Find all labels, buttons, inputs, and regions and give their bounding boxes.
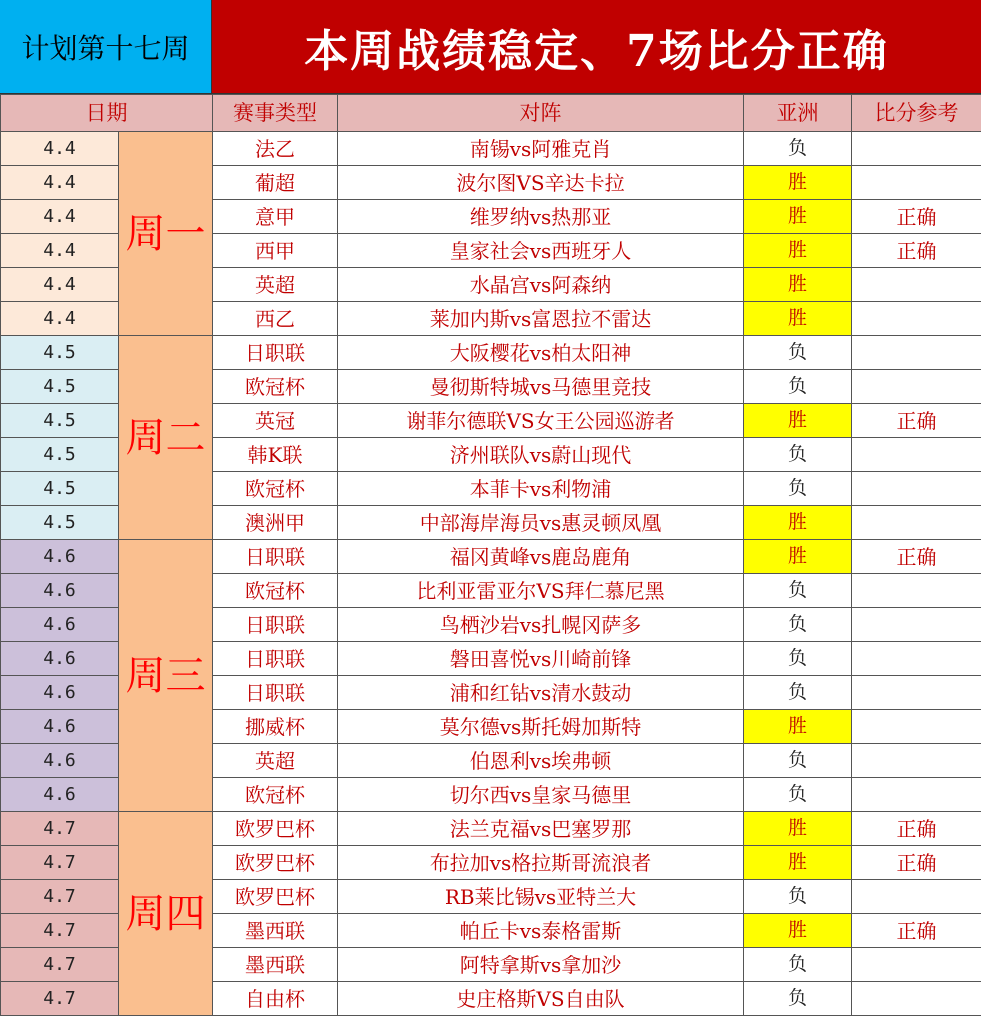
table-header-row — [1, 95, 981, 132]
asia-result-cell: 负 — [744, 982, 852, 1016]
league-cell: 意甲 — [213, 200, 338, 234]
score-reference-cell — [852, 302, 981, 336]
match-cell: 中部海岸海员vs惠灵顿凤凰 — [338, 506, 744, 540]
schedule-body — [1, 132, 981, 1016]
score-reference-cell — [852, 948, 981, 982]
asia-result-cell: 胜 — [744, 506, 852, 540]
match-cell: 莱加内斯vs富恩拉不雷达 — [338, 302, 744, 336]
league-cell: 日职联 — [213, 336, 338, 370]
plan-label: 计划第十七周 — [0, 0, 212, 94]
schedule-table — [0, 94, 981, 1016]
column-header-match: 对阵 — [338, 95, 744, 132]
asia-result-cell: 负 — [744, 608, 852, 642]
weekday-cell: 周三 — [119, 540, 213, 812]
league-cell: 欧罗巴杯 — [213, 880, 338, 914]
date-cell: 4.7 — [1, 812, 119, 846]
asia-result-cell: 负 — [744, 132, 852, 166]
match-cell: 大阪樱花vs柏太阳神 — [338, 336, 744, 370]
league-cell: 自由杯 — [213, 982, 338, 1016]
column-header-date: 日期 — [1, 95, 213, 132]
score-reference-cell — [852, 778, 981, 812]
league-cell: 日职联 — [213, 676, 338, 710]
score-reference-cell — [852, 574, 981, 608]
asia-result-cell: 胜 — [744, 540, 852, 574]
match-cell: 本菲卡vs利物浦 — [338, 472, 744, 506]
match-cell: 维罗纳vs热那亚 — [338, 200, 744, 234]
score-reference-cell — [852, 710, 981, 744]
match-cell: 伯恩利vs埃弗顿 — [338, 744, 744, 778]
date-cell: 4.5 — [1, 404, 119, 438]
asia-result-cell: 负 — [744, 336, 852, 370]
score-reference-cell: 正确 — [852, 234, 981, 268]
weekday-cell: 周一 — [119, 132, 213, 336]
score-reference-cell — [852, 744, 981, 778]
score-reference-cell — [852, 506, 981, 540]
date-cell: 4.6 — [1, 608, 119, 642]
column-header-asia: 亚洲 — [744, 95, 852, 132]
match-cell: RB莱比锡vs亚特兰大 — [338, 880, 744, 914]
league-cell: 欧罗巴杯 — [213, 812, 338, 846]
match-cell: 济州联队vs蔚山现代 — [338, 438, 744, 472]
date-cell: 4.6 — [1, 744, 119, 778]
asia-result-cell: 负 — [744, 948, 852, 982]
league-cell: 韩K联 — [213, 438, 338, 472]
score-reference-cell: 正确 — [852, 846, 981, 880]
table-row — [1, 812, 981, 846]
match-cell: 曼彻斯特城vs马德里竞技 — [338, 370, 744, 404]
date-cell: 4.4 — [1, 166, 119, 200]
match-cell: 鸟栖沙岩vs扎幌冈萨多 — [338, 608, 744, 642]
date-cell: 4.6 — [1, 642, 119, 676]
asia-result-cell: 胜 — [744, 234, 852, 268]
score-reference-cell — [852, 642, 981, 676]
score-reference-cell — [852, 608, 981, 642]
score-reference-cell — [852, 132, 981, 166]
match-cell: 帕丘卡vs泰格雷斯 — [338, 914, 744, 948]
date-cell: 4.7 — [1, 982, 119, 1016]
league-cell: 日职联 — [213, 540, 338, 574]
asia-result-cell: 胜 — [744, 914, 852, 948]
date-cell: 4.4 — [1, 132, 119, 166]
date-cell: 4.4 — [1, 302, 119, 336]
page-banner-title: 本周战绩稳定、7场比分正确 — [212, 0, 981, 94]
date-cell: 4.4 — [1, 268, 119, 302]
league-cell: 澳洲甲 — [213, 506, 338, 540]
league-cell: 欧冠杯 — [213, 370, 338, 404]
asia-result-cell: 负 — [744, 880, 852, 914]
date-cell: 4.6 — [1, 676, 119, 710]
column-header-league: 赛事类型 — [213, 95, 338, 132]
score-reference-cell — [852, 268, 981, 302]
score-reference-cell — [852, 982, 981, 1016]
asia-result-cell: 负 — [744, 438, 852, 472]
date-cell: 4.7 — [1, 846, 119, 880]
asia-result-cell: 负 — [744, 642, 852, 676]
match-cell: 阿特拿斯vs拿加沙 — [338, 948, 744, 982]
league-cell: 日职联 — [213, 642, 338, 676]
league-cell: 西乙 — [213, 302, 338, 336]
match-cell: 谢菲尔德联VS女王公园巡游者 — [338, 404, 744, 438]
match-cell: 波尔图VS辛达卡拉 — [338, 166, 744, 200]
column-header-score: 比分参考 — [852, 95, 981, 132]
league-cell: 挪威杯 — [213, 710, 338, 744]
match-cell: 福冈黄峰vs鹿岛鹿角 — [338, 540, 744, 574]
date-cell: 4.5 — [1, 472, 119, 506]
score-reference-cell: 正确 — [852, 540, 981, 574]
date-cell: 4.7 — [1, 914, 119, 948]
league-cell: 英超 — [213, 744, 338, 778]
score-reference-cell: 正确 — [852, 812, 981, 846]
weekday-cell: 周二 — [119, 336, 213, 540]
asia-result-cell: 胜 — [744, 166, 852, 200]
score-reference-cell — [852, 166, 981, 200]
date-cell: 4.4 — [1, 200, 119, 234]
table-row — [1, 336, 981, 370]
date-cell: 4.7 — [1, 948, 119, 982]
match-cell: 浦和红钻vs清水鼓动 — [338, 676, 744, 710]
date-cell: 4.6 — [1, 574, 119, 608]
date-cell: 4.7 — [1, 880, 119, 914]
match-cell: 南锡vs阿雅克肖 — [338, 132, 744, 166]
asia-result-cell: 负 — [744, 370, 852, 404]
date-cell: 4.5 — [1, 370, 119, 404]
league-cell: 欧冠杯 — [213, 472, 338, 506]
asia-result-cell: 负 — [744, 778, 852, 812]
league-cell: 欧冠杯 — [213, 574, 338, 608]
date-cell: 4.6 — [1, 540, 119, 574]
match-cell: 史庄格斯VS自由队 — [338, 982, 744, 1016]
score-reference-cell — [852, 438, 981, 472]
score-reference-cell — [852, 336, 981, 370]
date-cell: 4.5 — [1, 438, 119, 472]
league-cell: 日职联 — [213, 608, 338, 642]
asia-result-cell: 胜 — [744, 302, 852, 336]
asia-result-cell: 负 — [744, 574, 852, 608]
match-cell: 水晶宫vs阿森纳 — [338, 268, 744, 302]
asia-result-cell: 胜 — [744, 404, 852, 438]
match-cell: 比利亚雷亚尔VS拜仁慕尼黑 — [338, 574, 744, 608]
league-cell: 欧冠杯 — [213, 778, 338, 812]
score-reference-cell — [852, 676, 981, 710]
date-cell: 4.5 — [1, 506, 119, 540]
asia-result-cell: 胜 — [744, 200, 852, 234]
match-cell: 皇家社会vs西班牙人 — [338, 234, 744, 268]
date-cell: 4.6 — [1, 778, 119, 812]
asia-result-cell: 胜 — [744, 710, 852, 744]
score-reference-cell: 正确 — [852, 914, 981, 948]
asia-result-cell: 负 — [744, 676, 852, 710]
asia-result-cell: 胜 — [744, 846, 852, 880]
date-cell: 4.4 — [1, 234, 119, 268]
league-cell: 葡超 — [213, 166, 338, 200]
league-cell: 墨西联 — [213, 948, 338, 982]
table-row — [1, 132, 981, 166]
score-reference-cell: 正确 — [852, 200, 981, 234]
table-row — [1, 540, 981, 574]
date-cell: 4.6 — [1, 710, 119, 744]
score-reference-cell: 正确 — [852, 404, 981, 438]
asia-result-cell: 胜 — [744, 268, 852, 302]
asia-result-cell: 负 — [744, 472, 852, 506]
match-cell: 莫尔德vs斯托姆加斯特 — [338, 710, 744, 744]
date-cell: 4.5 — [1, 336, 119, 370]
match-cell: 切尔西vs皇家马德里 — [338, 778, 744, 812]
score-reference-cell — [852, 880, 981, 914]
match-cell: 布拉加vs格拉斯哥流浪者 — [338, 846, 744, 880]
asia-result-cell: 负 — [744, 744, 852, 778]
match-cell: 法兰克福vs巴塞罗那 — [338, 812, 744, 846]
score-reference-cell — [852, 370, 981, 404]
weekday-cell: 周四 — [119, 812, 213, 1016]
league-cell: 英超 — [213, 268, 338, 302]
asia-result-cell: 胜 — [744, 812, 852, 846]
league-cell: 英冠 — [213, 404, 338, 438]
league-cell: 墨西联 — [213, 914, 338, 948]
score-reference-cell — [852, 472, 981, 506]
league-cell: 法乙 — [213, 132, 338, 166]
league-cell: 欧罗巴杯 — [213, 846, 338, 880]
league-cell: 西甲 — [213, 234, 338, 268]
match-cell: 磐田喜悦vs川崎前锋 — [338, 642, 744, 676]
